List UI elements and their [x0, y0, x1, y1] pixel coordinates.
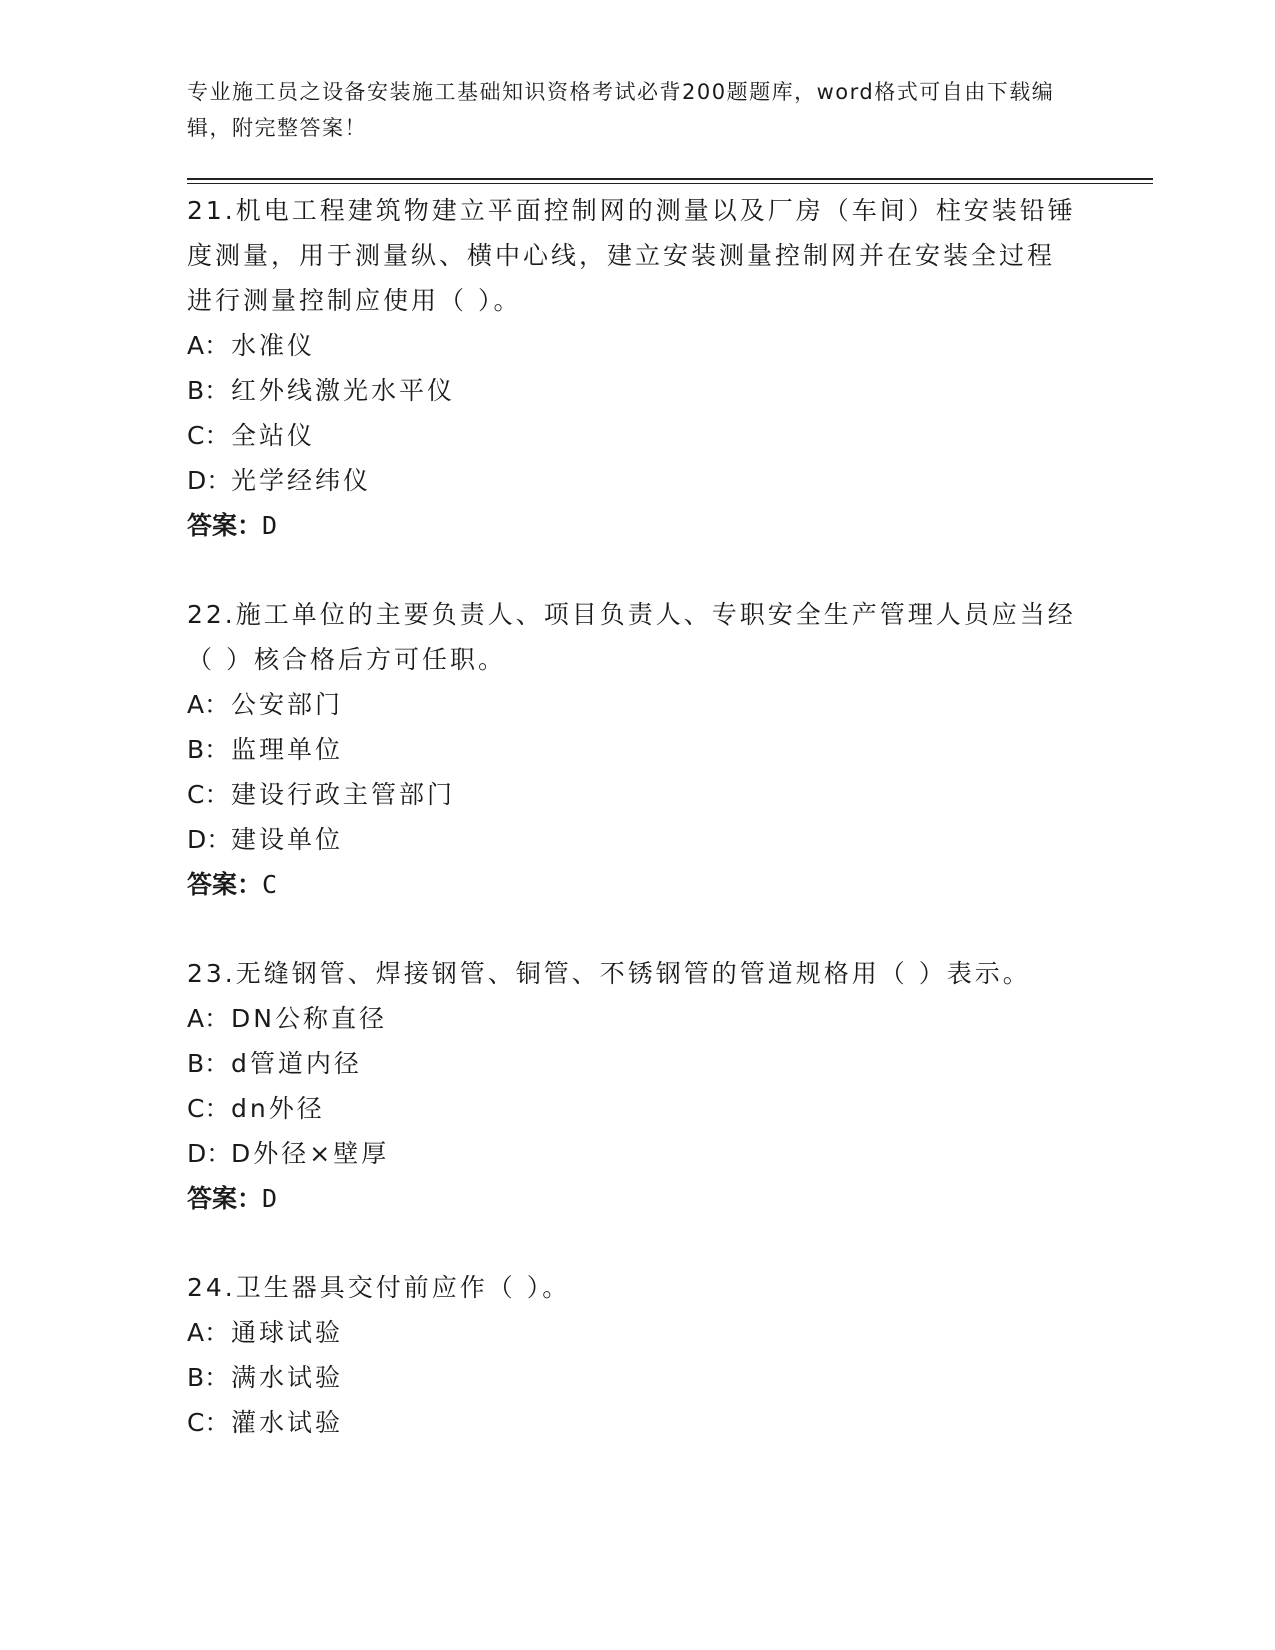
option-c: [187, 772, 1077, 817]
option-b: [187, 1041, 1077, 1086]
option-key: C：: [187, 780, 230, 809]
option-d: [187, 458, 1077, 503]
header-divider-thick: [187, 178, 1153, 180]
option-key: A：: [187, 1318, 230, 1347]
option-key: D：: [187, 1139, 232, 1168]
option-text: 光学经纬仪: [231, 466, 372, 495]
option-c: [187, 1400, 1077, 1445]
option-key: D：: [187, 466, 232, 495]
answer-label: 答案：: [187, 1184, 263, 1213]
answer-value: C: [262, 870, 278, 899]
answer-line: [187, 862, 1077, 908]
answer-label: 答案：: [187, 511, 263, 540]
option-d: [187, 817, 1077, 862]
option-key: C：: [187, 1408, 230, 1437]
header-divider-thin: [187, 183, 1153, 184]
option-text: 通球试验: [231, 1318, 344, 1347]
question-23: [187, 951, 1077, 1222]
document-header: 专业施工员之设备安装施工基础知识资格考试必背200题题库，word格式可自由下载编辑，附完整答案！: [187, 80, 1055, 140]
question-spacer: [187, 549, 1077, 592]
option-text: 水准仪: [231, 331, 316, 360]
question-22: [187, 592, 1077, 908]
question-spacer: [187, 908, 1077, 951]
option-text: 灌水试验: [231, 1408, 344, 1437]
question-list: [187, 188, 1077, 1445]
option-text: 监理单位: [231, 735, 344, 764]
answer-line: [187, 503, 1077, 549]
answer-value: D: [262, 511, 278, 540]
option-b: [187, 727, 1077, 772]
option-a: [187, 323, 1077, 368]
question-21: [187, 188, 1077, 549]
answer-line: [187, 1176, 1077, 1222]
option-text: 公安部门: [231, 690, 344, 719]
question-stem: 24.卫生器具交付前应作（ ）。: [187, 1273, 571, 1302]
option-c: [187, 413, 1077, 458]
option-text: dn外径: [231, 1094, 325, 1123]
option-a: [187, 682, 1077, 727]
question-stem: 23.无缝钢管、焊接钢管、铜管、不锈钢管的管道规格用（ ）表示。: [187, 959, 1031, 988]
option-d: [187, 1131, 1077, 1176]
option-key: C：: [187, 1094, 230, 1123]
option-key: D：: [187, 825, 232, 854]
option-key: C：: [187, 421, 230, 450]
option-key: B：: [187, 376, 230, 405]
option-text: 满水试验: [231, 1363, 344, 1392]
question-stem: 21.机电工程建筑物建立平面控制网的测量以及厂房（车间）柱安装铅锤度测量，用于测量纵、横中心线，建立安装测量控制网并在安装全过程进行测量控制应使用（ ）。: [187, 196, 1076, 315]
option-text: 红外线激光水平仪: [231, 376, 456, 405]
option-text: D外径×壁厚: [231, 1139, 390, 1168]
option-key: A：: [187, 331, 230, 360]
option-key: B：: [187, 1049, 230, 1078]
option-b: [187, 1355, 1077, 1400]
option-text: 建设行政主管部门: [231, 780, 456, 809]
option-text: 全站仪: [231, 421, 316, 450]
question-spacer: [187, 1222, 1077, 1265]
option-c: [187, 1086, 1077, 1131]
option-b: [187, 368, 1077, 413]
answer-label: 答案：: [187, 870, 263, 899]
option-a: [187, 1310, 1077, 1355]
option-text: 建设单位: [231, 825, 344, 854]
question-24: [187, 1265, 1077, 1445]
question-stem: 22.施工单位的主要负责人、项目负责人、专职安全生产管理人员应当经（ ）核合格后方可任职。: [187, 600, 1076, 674]
option-key: A：: [187, 690, 230, 719]
option-key: A：: [187, 1004, 230, 1033]
answer-value: D: [262, 1184, 278, 1213]
option-text: DN公称直径: [231, 1004, 387, 1033]
option-a: [187, 996, 1077, 1041]
option-key: B：: [187, 735, 230, 764]
option-key: B：: [187, 1363, 230, 1392]
option-text: d管道内径: [231, 1049, 362, 1078]
